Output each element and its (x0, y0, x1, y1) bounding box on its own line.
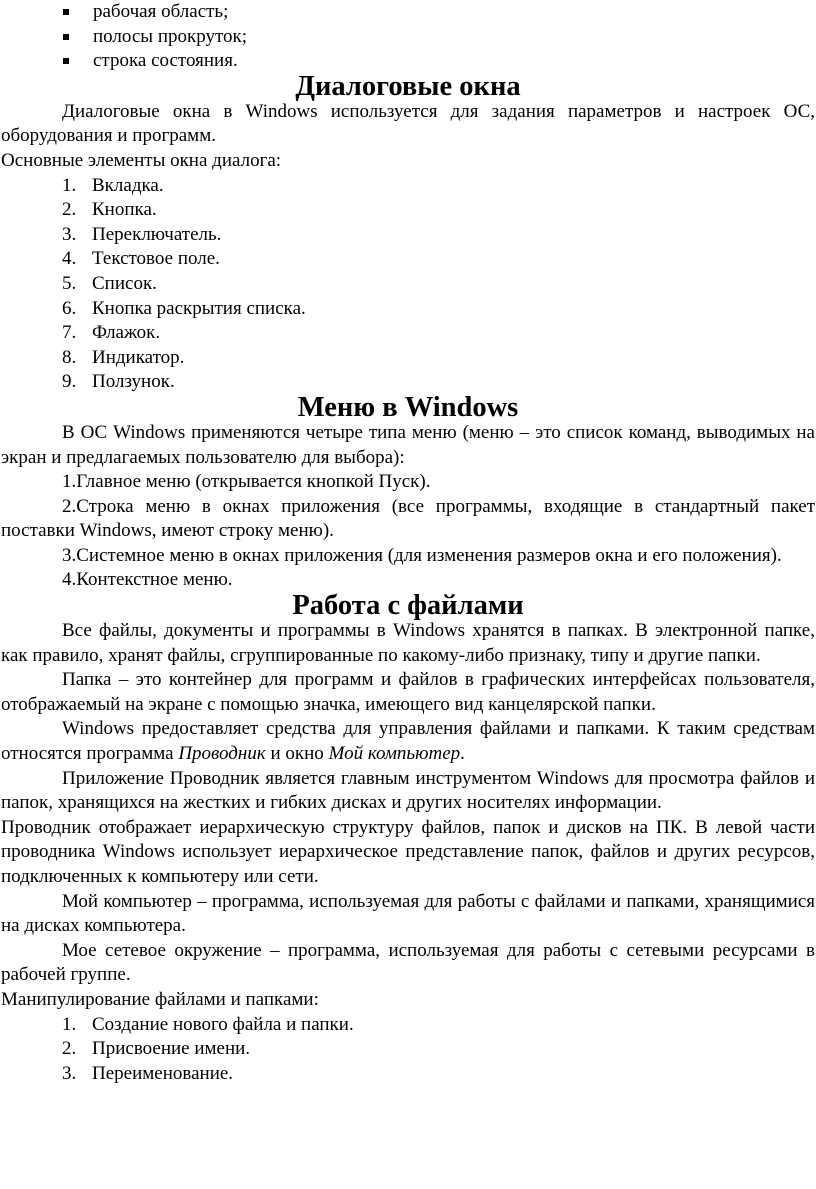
list-item-text: Ползунок. (92, 371, 175, 393)
italic-term-explorer: Проводник (178, 743, 266, 765)
list-item-text: Присвоение имени. (92, 1038, 251, 1060)
heading-dialogs: Диалоговые окна (295, 70, 521, 102)
list-item (1, 49, 815, 74)
text-run: Windows предоставляет средства для управления файлами и папками. К таким средствам относятся программа (1, 718, 815, 765)
list-item (1, 247, 815, 272)
paragraph-manip-caption: Манипулирование файлами и папками: (1, 988, 319, 1010)
list-item (1, 174, 815, 199)
paragraph-menu-4: 4.Контекстное меню. (62, 569, 233, 591)
paragraph-menu-intro: В ОС Windows применяются четыре типа меню (меню – это список команд, выводимых на экран и предлагаемых пользователю для выбора): (1, 421, 815, 468)
heading-menu: Меню в Windows (297, 391, 519, 423)
list-item-text: строка состояния. (93, 50, 238, 72)
paragraph-files-7: Мое сетевое окружение – программа, используемая для работы с сетевыми ресурсами в рабочей группе. (1, 939, 815, 986)
list-item-text: Переименование. (92, 1062, 234, 1084)
paragraph-menu-2: 2.Строка меню в окнах приложения (все программы, входящие в стандартный пакет поставки Windows, имеют строку меню). (1, 495, 815, 542)
list-item (1, 321, 815, 346)
list-number: 3. (62, 223, 77, 245)
dialog-elements-list (1, 174, 815, 395)
list-item-text: Текстовое поле. (92, 248, 220, 270)
list-number: 9. (62, 371, 77, 393)
paragraph-menu-1: 1.Главное меню (открывается кнопкой Пуск). (62, 471, 431, 493)
bullet-square-icon (63, 34, 69, 40)
list-item-text: Кнопка. (92, 199, 157, 221)
bullet-square-icon (63, 58, 69, 64)
list-number: 6. (62, 297, 77, 319)
list-item (1, 297, 815, 322)
list-item-text: рабочая область; (93, 1, 229, 22)
paragraph-files-4: Приложение Проводник является главным инструментом Windows для просмотра файлов и папок, хранящихся на жестких и гибких дисках и других носителях информации. (1, 767, 815, 814)
paragraph-menu-3: 3.Системное меню в окнах приложения (для изменения размеров окна и его положения). (62, 544, 782, 566)
list-item-text: Переключатель. (92, 223, 222, 245)
text-run: . (460, 743, 465, 765)
list-item (1, 1037, 815, 1062)
list-number: 1. (62, 174, 77, 196)
bullet-square-icon (63, 9, 69, 15)
paragraph-files-1: Все файлы, документы и программы в Windows хранятся в папках. В электронной папке, как правило, хранят файлы, сгруппированные по какому-либо признаку, типу и другие папки. (1, 620, 815, 666)
list-number: 8. (62, 346, 77, 368)
list-item-text: Флажок. (92, 322, 161, 344)
list-item (1, 223, 815, 248)
list-item-text: Индикатор. (92, 346, 185, 368)
list-number: 2. (62, 1038, 77, 1060)
list-item (1, 346, 815, 371)
list-item-text: Создание нового файла и папки. (92, 1013, 354, 1035)
heading-files: Работа с файлами (292, 590, 524, 622)
list-number: 1. (62, 1013, 77, 1035)
list-item (1, 272, 815, 297)
paragraph-elements-caption: Основные элементы окна диалога: (1, 149, 282, 171)
list-item (1, 25, 815, 50)
list-item-text: полосы прокруток; (93, 25, 248, 47)
paragraph-files-5: Проводник отображает иерархическую структуру файлов, папок и дисков на ПК. В левой части проводника Windows использует иерархическое представление папок, файлов и других ресурсов, подключенных к компьютеру или сети. (1, 816, 815, 887)
list-item (1, 0, 815, 25)
list-item-text: Вкладка. (92, 174, 164, 196)
top-bullet-list (1, 0, 815, 74)
list-number: 7. (62, 322, 77, 344)
list-number: 2. (62, 199, 77, 221)
list-item-text: Кнопка раскрытия списка. (92, 297, 306, 319)
list-number: 5. (62, 272, 77, 294)
paragraph-dialogs-intro: Диалоговые окна в Windows используется для задания параметров и настроек ОС, оборудования и программ. (1, 100, 815, 147)
list-number: 3. (62, 1062, 77, 1084)
paragraph-files-6: Мой компьютер – программа, используемая для работы с файлами и папками, хранящимися на дисках компьютера. (1, 890, 815, 937)
paragraph-files-2: Папка – это контейнер для программ и файлов в графических интерфейсах пользователя, отображаемый на экране с помощью значка, имеющего вид канцелярской папки. (1, 669, 815, 715)
paragraph-files-3 (1, 717, 815, 766)
text-run: и окно (265, 743, 329, 765)
list-item (1, 1013, 815, 1038)
list-item (1, 198, 815, 223)
manipulation-list (1, 1013, 815, 1087)
italic-term-my-computer: Мой компьютер (328, 743, 461, 765)
list-item-text: Список. (92, 272, 157, 294)
list-item (1, 1062, 815, 1087)
list-number: 4. (62, 248, 77, 270)
list-item (1, 370, 815, 395)
